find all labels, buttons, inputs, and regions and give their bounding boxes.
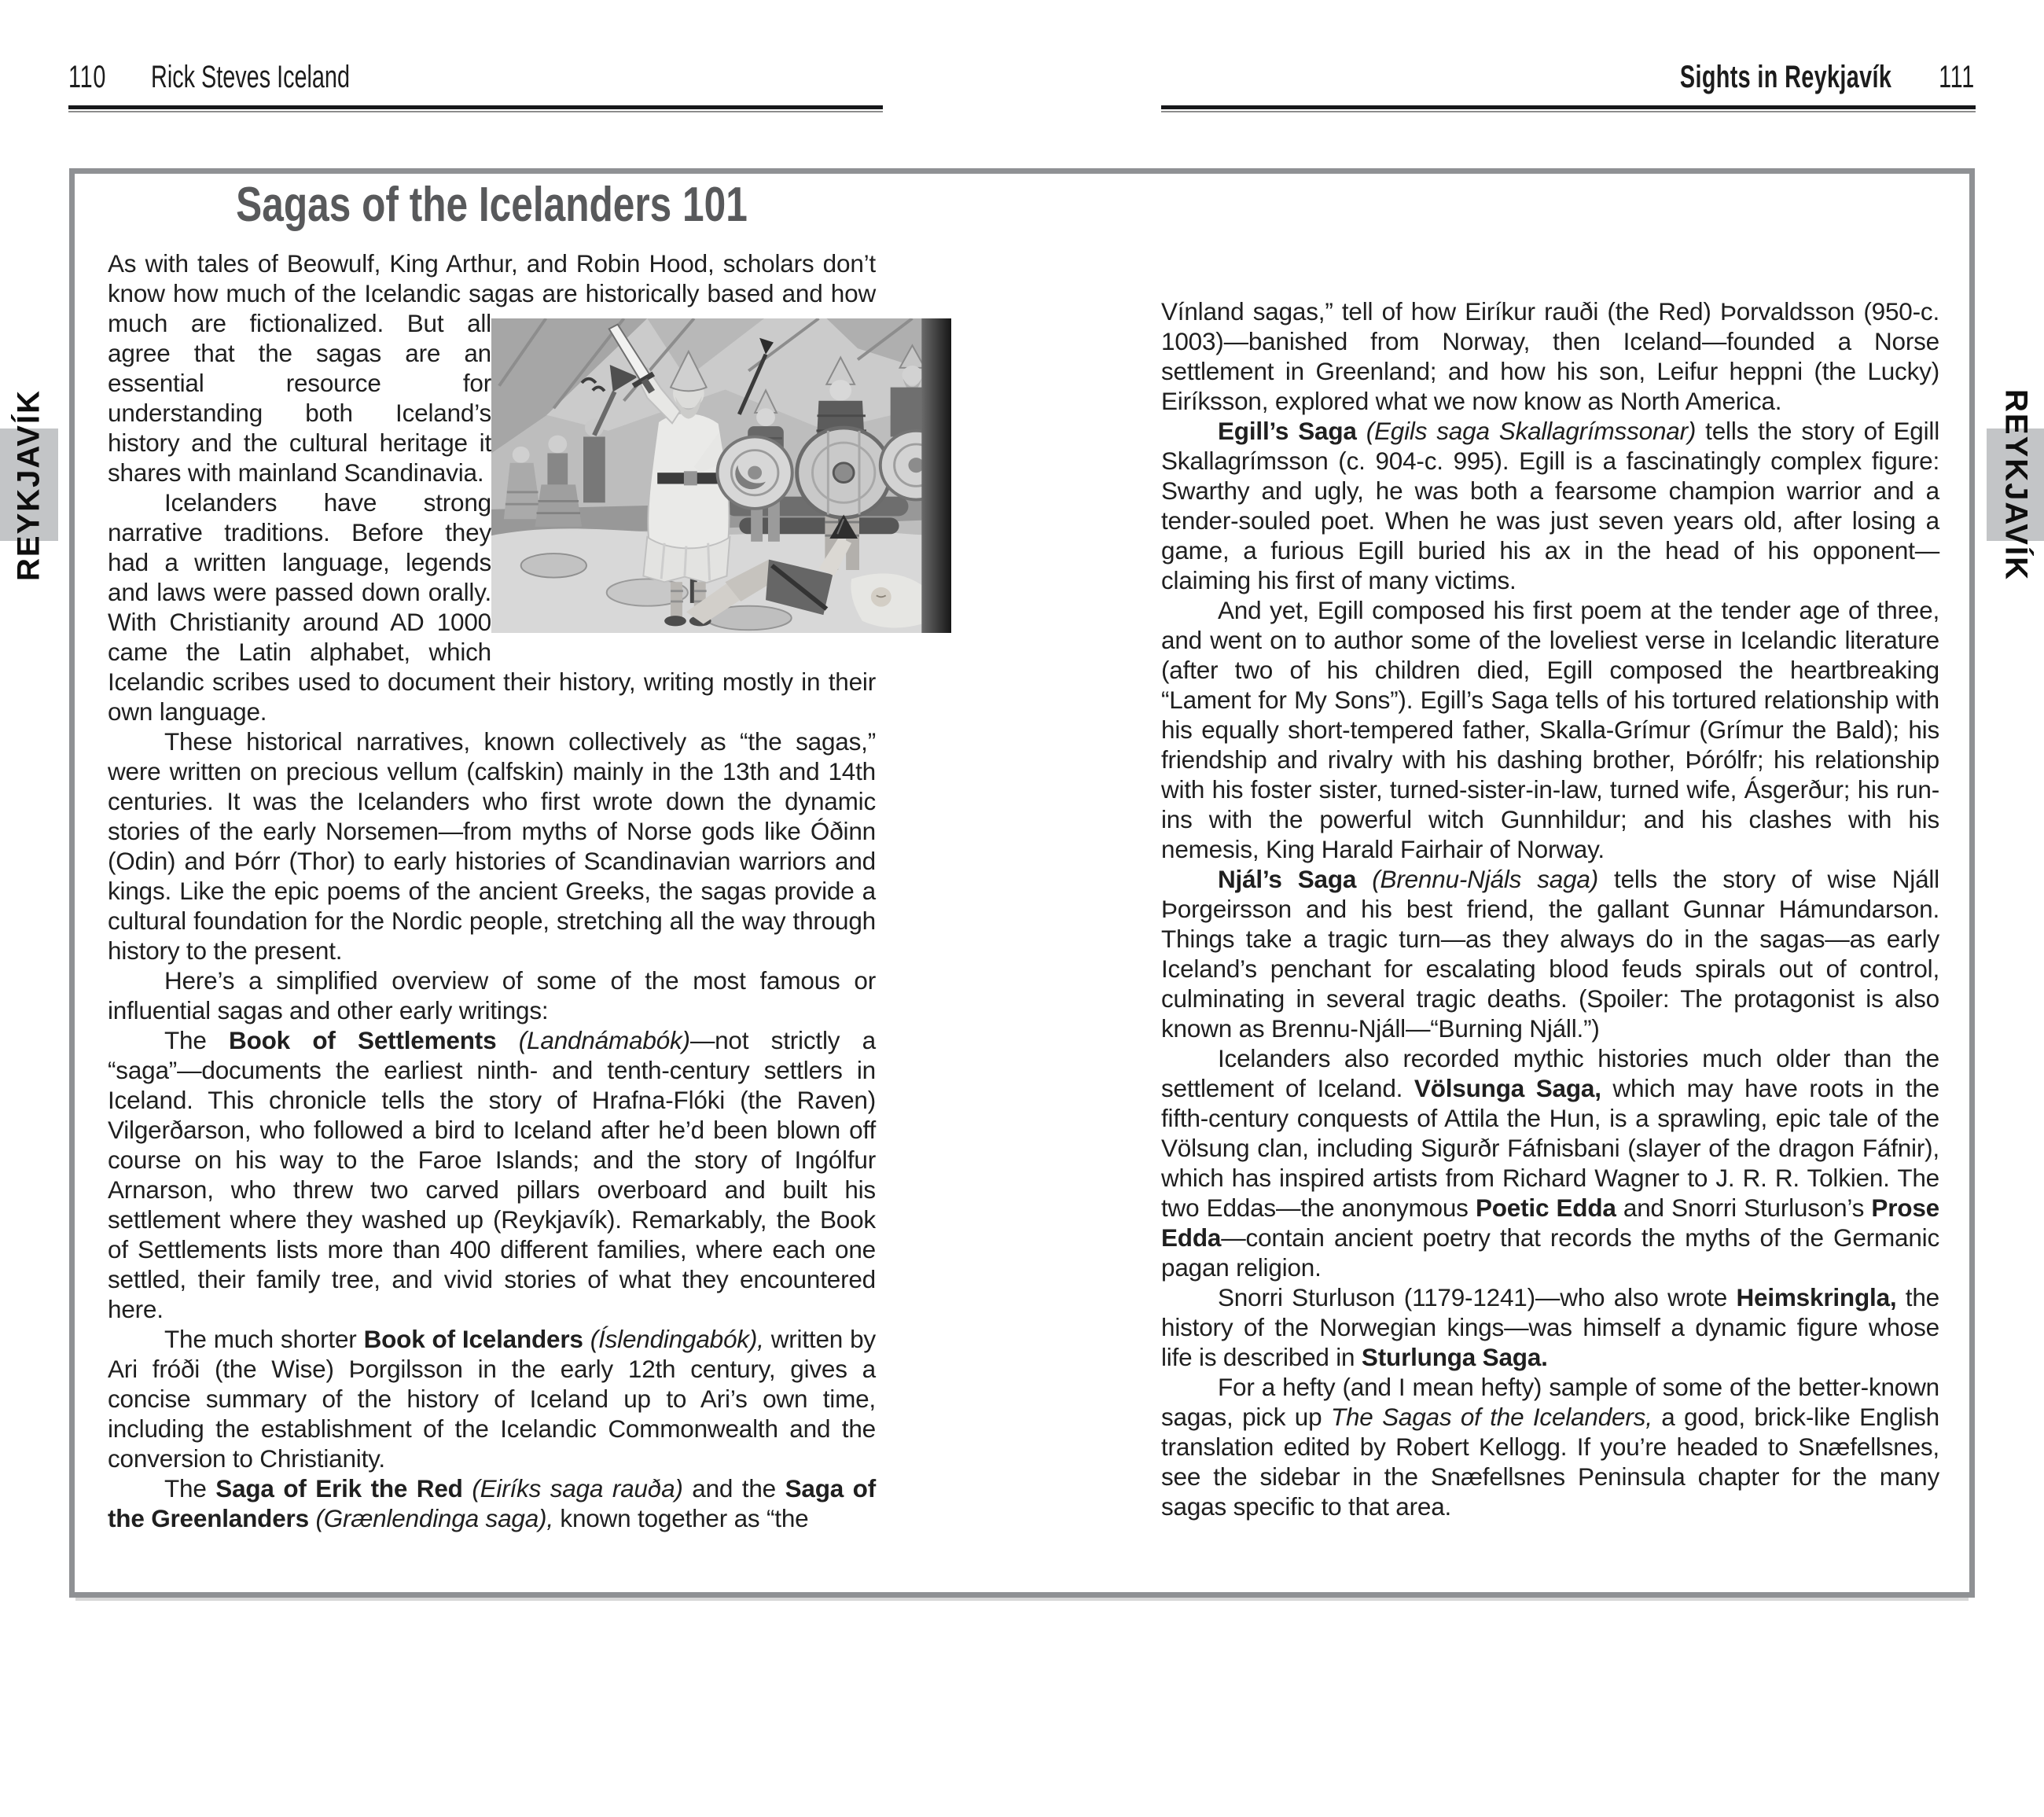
text-run: These historical narratives, known collectively as “the sagas,” were written on precious vellum (calfskin) mainly in the 13th and 14th centuries. It was the Icelanders who first wrote down the dynamic stories of the early Norsemen—from myths of Norse gods like Óðinn (Odin) and Þórr (Thor) to early histories of Scandinavian warriors and kings. Like the epic poems of the ancient Greeks, the sagas provide a cultural foundation for the Nordic people, stretching all the way through history to the present.: [108, 727, 876, 965]
text-run: tells the story of Egill Skallagrímsson (c. 904-c. 995). Egill is a fascinatingly complex figure: Swarthy and ugly, he was both a fearsome champion warrior and a tender-souled poet. When he was just seven years old, after losing a game, a furious Egill buried his ax in the head of his opponent—claiming his first of many victims.: [1161, 417, 1940, 594]
text-run: Prose Edda: [1161, 1194, 1939, 1252]
text-run: Vínland sagas,” tell of how Eiríkur rauði (the Red) Þorvaldsson (950-c. 1003)—banished from Norway, then Iceland—founded a Norse settlement in Greenland; and how his son, Leifur heppni (the Lucky) Eiríksson, explored what we now know as North America.: [1161, 297, 1939, 415]
text-run: tells the story of wise Njáll Þorgeirsson and his best friend, the gallant Gunnar Hámundarson. Things take a tragic turn—as they always do in the sagas—as early Iceland’s penchant for escalating blood feuds spirals out of control, culminating in several tragic deaths. (Spoiler: The protagonist is also known as Brennu-Njáll—“Burning Njáll.”): [1161, 865, 1939, 1043]
text-run: [463, 1474, 472, 1503]
text-run: Egill’s Saga: [1218, 417, 1357, 445]
text-run: Icelanders also recorded mythic histories much older than the settlement of Iceland.: [1161, 1044, 1939, 1102]
text-run: Saga of the Greenlanders: [108, 1474, 876, 1532]
text-run: known together as “the: [553, 1504, 809, 1532]
text-run: Poetic Edda: [1475, 1194, 1616, 1222]
paragraph: [1161, 864, 1939, 1043]
text-run: And yet, Egill composed his first poem at the tender age of three, and went on to author some of the loveliest verse in Icelandic literature (after two of his children died, Egill composed the heartbreaking “Lament for My Sons”). Egill’s Saga tells of his tortured relationship with his equally short-tempered father, Skalla-Grímur (Grímur the Bald); his friendship and rivalry with his dashing brother, Þórólfr; his relationship with his foster sister, turned-sister-in-law, turned wife, Ásgerður; his run-ins with the powerful witch Gunnhildur; and his clashes with his nemesis, King Harald Fairhair of Norway.: [1161, 596, 1939, 863]
text-run: The: [164, 1026, 230, 1054]
text-run: Njál’s Saga: [1218, 865, 1357, 893]
paragraph: [108, 966, 876, 1025]
text-run: For a hefty (and I mean hefty) sample of some of the better-known sagas, pick up: [1161, 1373, 1939, 1431]
text-run: Snorri Sturluson (1179-1241)—who also wrote: [1218, 1283, 1737, 1311]
text-run: The much shorter: [164, 1325, 364, 1353]
paragraph: [1161, 1043, 1939, 1282]
text-run: [1357, 417, 1366, 445]
text-run: and the: [682, 1474, 785, 1503]
text-run: (Eiríks saga rauða): [472, 1474, 683, 1503]
paragraph: [1161, 1282, 1939, 1372]
sidebar-title: Sagas of the Icelanders 101: [236, 178, 748, 232]
running-head-left-text: Rick Steves Iceland: [151, 60, 350, 94]
text-run: Sturlunga Saga.: [1361, 1343, 1548, 1371]
paragraph: [1161, 595, 1939, 864]
paragraph: [108, 1473, 876, 1533]
page-number-right: 111: [1939, 60, 1975, 94]
column-page-110: [108, 248, 876, 1533]
text-run: (Íslendingabók),: [590, 1325, 764, 1353]
page-number-left: 110: [68, 60, 107, 94]
illustration-frame: [491, 308, 876, 667]
text-run: [496, 1026, 518, 1054]
margin-tab-left-label: REYKJAVÍK: [11, 388, 46, 581]
text-run: Saga of Erik the Red: [215, 1474, 463, 1503]
text-run: The Sagas of the Icelanders,: [1330, 1403, 1652, 1431]
text-run: Here’s a simplified overview of some of the most famous or influential sagas and other early writings:: [108, 966, 876, 1024]
paragraph: [1161, 416, 1939, 595]
text-run: Book of Icelanders: [363, 1325, 583, 1353]
text-run: (Egils saga Skallagrímssonar): [1366, 417, 1697, 445]
text-run: Book of Settlements: [229, 1026, 497, 1054]
text-run: Völsunga Saga,: [1414, 1074, 1601, 1102]
column-page-111: [1161, 296, 1939, 1521]
paragraph: [108, 1025, 876, 1324]
text-run: which may have roots in the fifth-century conquests of Attila the Hun, is a sprawling, epic tale of the Völsung clan, including Sigurðr Fáfnisbani (slayer of the dragon Fáfnir), which has inspired artists from Richard Wagner to J. R. R. Tolkien. The two Eddas—the anonymous: [1161, 1074, 1939, 1222]
text-run: the history of the Norwegian kings—was himself a dynamic figure whose life is described in: [1161, 1283, 1939, 1371]
paragraph: [1161, 1372, 1939, 1521]
header-rule-left: [68, 105, 883, 112]
text-run: written by Ari fróði (the Wise) Þorgilsson in the early 12th century, gives a concise summary of the history of Iceland up to Ari’s own time, including the establishment of the Icelandic Commonwealth and the conversion to Christianity.: [108, 1325, 876, 1473]
running-head-left: [68, 60, 459, 94]
text-run: (Landnámabók): [518, 1026, 690, 1054]
text-run: Icelanders have strong narrative traditions. Before they had a written language, legends and laws were passed down orally. With Christianity around AD 1000 came the Latin alphabet, which Icelandic scribes used to document their history, writing mostly in their own language.: [108, 488, 876, 726]
paragraph: [108, 1324, 876, 1473]
text-run: and Snorri Sturluson’s: [1616, 1194, 1872, 1222]
text-run: —not strictly a “saga”—documents the earliest ninth- and tenth-century settlers in Iceland. This chronicle tells the story of Hrafna-Flóki (the Raven) Vilgerðarson, who followed a bird to Iceland after he’d been blown off course on his way to the Faroe Islands; and the story of Ingólfur Arnarson, who threw two carved pillars overboard and built his settlement where they washed up (Reykjavík). Remarkably, the Book of Settlements lists more than 400 different families, where each one settled, their family tree, and vivid stories of what they encountered here.: [108, 1026, 876, 1323]
text-run: As with tales of Beowulf, King Arthur, and Robin Hood, scholars don’t know how much of the Icelandic sagas are historically based and how much are fictionalized. But all agree that the sagas are an essential resource for understanding both Iceland’s history and the cultural heritage it shares with mainland Scandinavia.: [108, 249, 876, 487]
margin-tab-right: [1987, 388, 2044, 581]
text-run: Heimskringla,: [1736, 1283, 1897, 1311]
text-run: a good, brick-like English translation edited by Robert Kellogg. If you’re headed to Snæfellsnes, see the sidebar in the Snæfellsnes Peninsula chapter for the many sagas specific to that area.: [1161, 1403, 1939, 1521]
margin-tab-right-label: REYKJAVÍK: [1998, 388, 2033, 581]
paragraph: [108, 726, 876, 966]
text-run: [1356, 865, 1372, 893]
text-run: (Brennu-Njáls saga): [1372, 865, 1599, 893]
text-run: [583, 1325, 590, 1353]
running-head-right: [1565, 60, 1975, 94]
viking-saga-illustration: [491, 318, 951, 633]
text-run: The: [164, 1474, 216, 1503]
running-head-right-text: Sights in Reykjavík: [1679, 60, 1892, 94]
header-rule-right: [1161, 105, 1976, 112]
text-run: —contain ancient poetry that records the myths of the Germanic pagan religion.: [1161, 1223, 1939, 1282]
margin-tab-left: [0, 388, 58, 581]
paragraph: [1161, 296, 1939, 416]
text-run: (Grænlendinga saga),: [315, 1504, 553, 1532]
